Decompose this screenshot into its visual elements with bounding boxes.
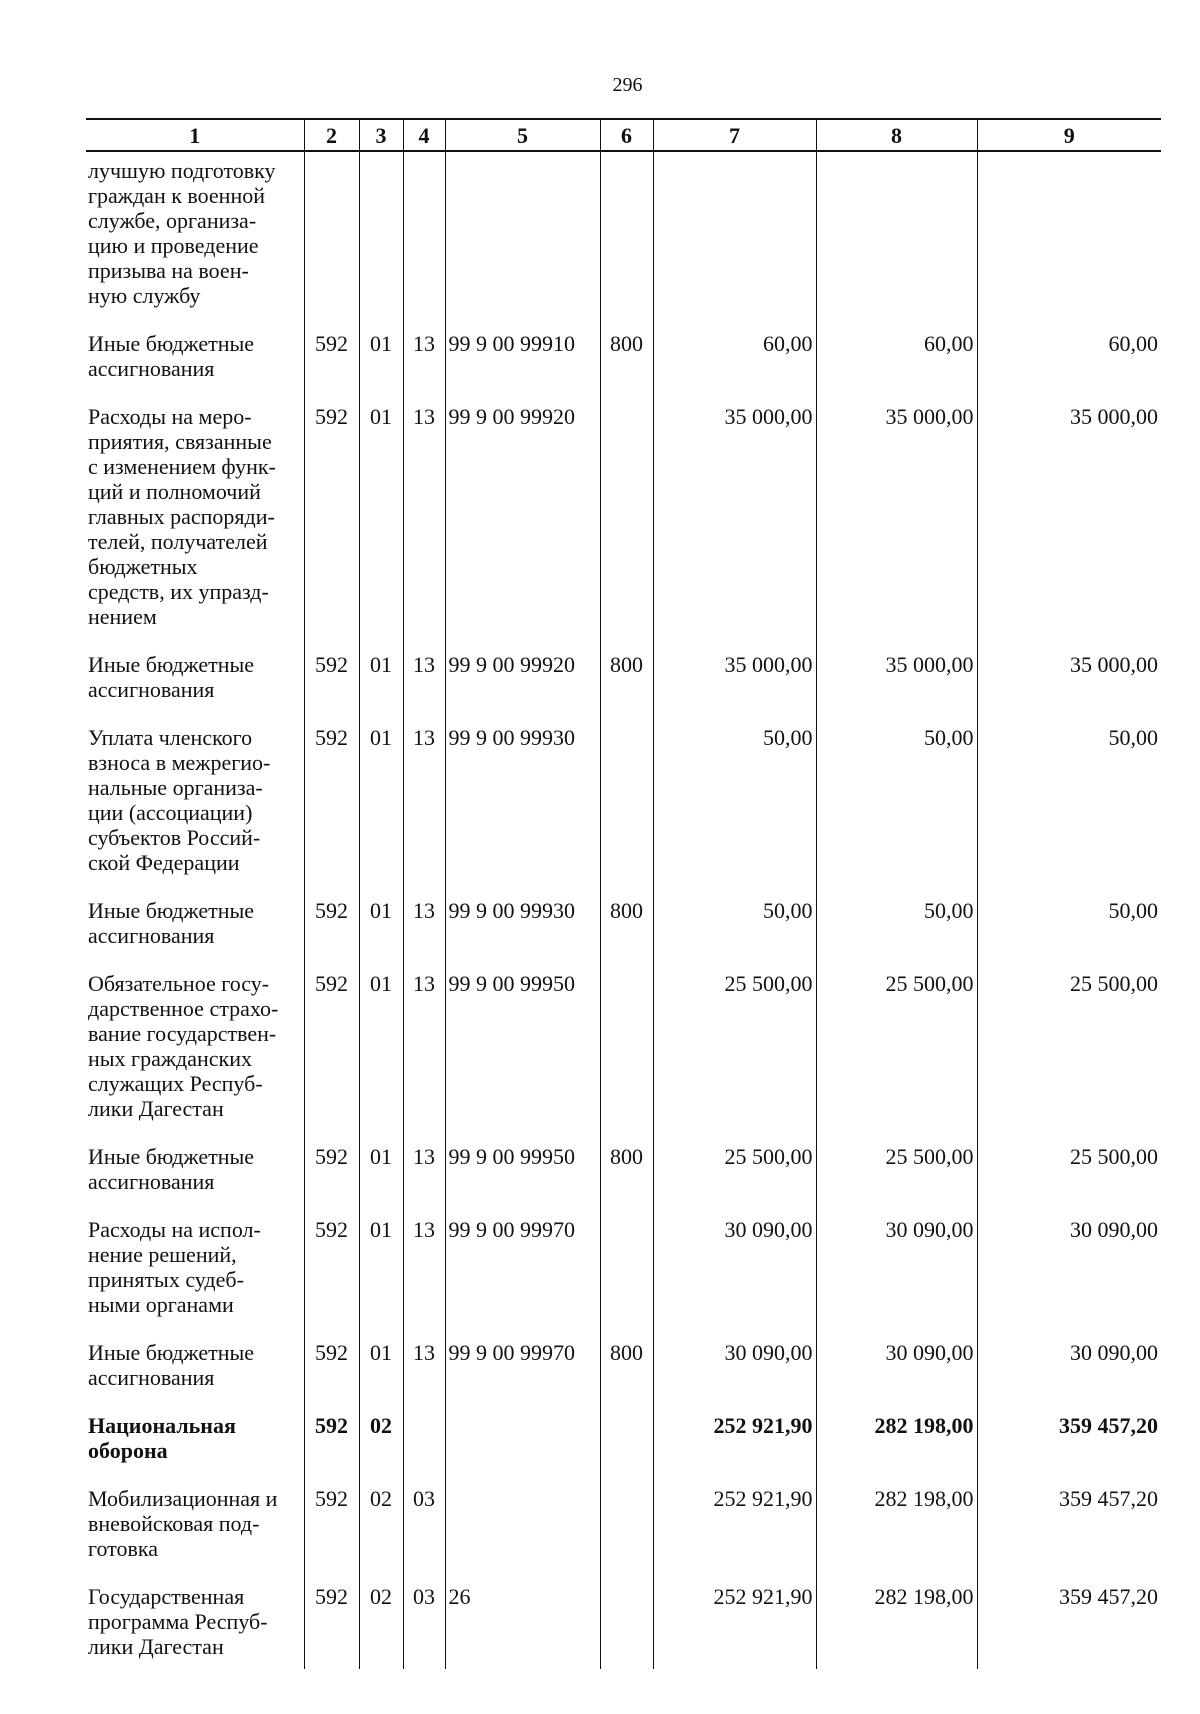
- cell-amount-col8: [816, 151, 977, 318]
- cell-target-article: 99 9 00 99950: [445, 958, 600, 1131]
- cell-amount-col8: 35 000,00: [816, 639, 977, 712]
- cell-amount-col8: 50,00: [816, 885, 977, 958]
- row-description: Расходы на меро- приятия, связанные с изменением функ- ций и полномочий главных распоряди- телей, получателей бюджетных средств, их упразд- нением: [88, 404, 276, 629]
- table-row: [86, 712, 1161, 885]
- column-header: 7: [653, 119, 816, 151]
- table-row: [86, 639, 1161, 712]
- row-description: Иные бюджетные ассигнования: [88, 1340, 255, 1390]
- column-header: 5: [445, 119, 600, 151]
- cell-ministry-code: 592: [304, 1327, 359, 1400]
- cell-section-code: [359, 151, 403, 318]
- budget-table: [86, 118, 1161, 1669]
- cell-amount-col7: 252 921,90: [653, 1400, 816, 1473]
- cell-amount-col8: 50,00: [816, 712, 977, 885]
- header-row: [86, 119, 1161, 151]
- cell-expense-type: [600, 958, 653, 1131]
- cell-amount-col7: 30 090,00: [653, 1327, 816, 1400]
- cell-subsection-code: 03: [403, 1473, 445, 1571]
- cell-amount-col9: 35 000,00: [977, 391, 1161, 639]
- cell-target-article: [445, 1400, 600, 1473]
- cell-subsection-code: 13: [403, 639, 445, 712]
- cell-ministry-code: 592: [304, 1204, 359, 1327]
- cell-expense-type: [600, 712, 653, 885]
- cell-amount-col9: 25 500,00: [977, 958, 1161, 1131]
- table-row: [86, 1400, 1161, 1473]
- budget-table-container: [86, 118, 1161, 1669]
- cell-amount-col7: 30 090,00: [653, 1204, 816, 1327]
- cell-subsection-code: 03: [403, 1571, 445, 1669]
- cell-section-code: 01: [359, 391, 403, 639]
- table-row: [86, 318, 1161, 391]
- cell-ministry-code: 592: [304, 712, 359, 885]
- cell-ministry-code: 592: [304, 318, 359, 391]
- cell-expense-type: 800: [600, 1131, 653, 1204]
- cell-target-article: 99 9 00 99930: [445, 712, 600, 885]
- row-description: Иные бюджетные ассигнования: [88, 652, 255, 702]
- cell-amount-col7: 35 000,00: [653, 391, 816, 639]
- row-description: Государственная программа Респуб- лики Дагестан: [88, 1584, 268, 1659]
- row-description: Иные бюджетные ассигнования: [88, 1144, 255, 1194]
- row-description: лучшую подготовку граждан к военной службе, организа- цию и проведение призыва на воен- ную службу: [88, 158, 276, 308]
- cell-amount-col9: 359 457,20: [977, 1400, 1161, 1473]
- cell-amount-col8: 60,00: [816, 318, 977, 391]
- cell-amount-col9: 50,00: [977, 885, 1161, 958]
- cell-expense-type: 800: [600, 885, 653, 958]
- cell-target-article: 99 9 00 99950: [445, 1131, 600, 1204]
- cell-amount-col7: 50,00: [653, 885, 816, 958]
- column-header: 1: [86, 119, 304, 151]
- row-description: Уплата членского взноса в межрегио- нальные организа- ции (ассоциации) субъектов Россий- ской Федерации: [88, 725, 271, 875]
- cell-ministry-code: 592: [304, 1131, 359, 1204]
- cell-amount-col9: 359 457,20: [977, 1571, 1161, 1669]
- cell-subsection-code: 13: [403, 318, 445, 391]
- cell-amount-col9: 25 500,00: [977, 1131, 1161, 1204]
- cell-amount-col8: 35 000,00: [816, 391, 977, 639]
- cell-ministry-code: 592: [304, 1571, 359, 1669]
- cell-target-article: 99 9 00 99920: [445, 639, 600, 712]
- column-header: 8: [816, 119, 977, 151]
- cell-amount-col9: 60,00: [977, 318, 1161, 391]
- cell-amount-col9: 35 000,00: [977, 639, 1161, 712]
- column-header: 3: [359, 119, 403, 151]
- cell-section-code: 01: [359, 318, 403, 391]
- cell-subsection-code: [403, 1400, 445, 1473]
- cell-amount-col8: 282 198,00: [816, 1571, 977, 1669]
- cell-section-code: 02: [359, 1400, 403, 1473]
- table-row: [86, 391, 1161, 639]
- cell-amount-col8: 25 500,00: [816, 958, 977, 1131]
- cell-section-code: 01: [359, 1204, 403, 1327]
- column-header: 4: [403, 119, 445, 151]
- cell-subsection-code: 13: [403, 1131, 445, 1204]
- table-row: [86, 151, 1161, 318]
- cell-ministry-code: 592: [304, 639, 359, 712]
- cell-subsection-code: 13: [403, 391, 445, 639]
- cell-target-article: 99 9 00 99910: [445, 318, 600, 391]
- cell-expense-type: [600, 1400, 653, 1473]
- cell-target-article: 99 9 00 99920: [445, 391, 600, 639]
- cell-subsection-code: [403, 151, 445, 318]
- column-header: 6: [600, 119, 653, 151]
- cell-expense-type: 800: [600, 1327, 653, 1400]
- column-header: 9: [977, 119, 1161, 151]
- table-row: [86, 1327, 1161, 1400]
- cell-amount-col8: 30 090,00: [816, 1204, 977, 1327]
- cell-amount-col7: 25 500,00: [653, 958, 816, 1131]
- cell-expense-type: [600, 151, 653, 318]
- cell-target-article: [445, 1473, 600, 1571]
- row-description: Иные бюджетные ассигнования: [88, 331, 255, 381]
- cell-section-code: 01: [359, 1327, 403, 1400]
- cell-subsection-code: 13: [403, 1204, 445, 1327]
- cell-subsection-code: 13: [403, 958, 445, 1131]
- cell-amount-col9: 30 090,00: [977, 1204, 1161, 1327]
- page-number: 296: [612, 74, 643, 96]
- cell-subsection-code: 13: [403, 885, 445, 958]
- cell-target-article: 99 9 00 99970: [445, 1327, 600, 1400]
- cell-amount-col7: [653, 151, 816, 318]
- cell-expense-type: [600, 1204, 653, 1327]
- table-row: [86, 958, 1161, 1131]
- cell-amount-col9: 359 457,20: [977, 1473, 1161, 1571]
- cell-target-article: 99 9 00 99930: [445, 885, 600, 958]
- cell-amount-col8: 282 198,00: [816, 1473, 977, 1571]
- cell-ministry-code: 592: [304, 391, 359, 639]
- cell-amount-col7: 50,00: [653, 712, 816, 885]
- cell-subsection-code: 13: [403, 712, 445, 885]
- cell-amount-col7: 252 921,90: [653, 1571, 816, 1669]
- cell-section-code: 01: [359, 958, 403, 1131]
- cell-target-article: [445, 151, 600, 318]
- row-description: Мобилизационная и вневойсковая под- готовка: [88, 1486, 278, 1561]
- cell-amount-col7: 35 000,00: [653, 639, 816, 712]
- cell-amount-col8: 282 198,00: [816, 1400, 977, 1473]
- cell-ministry-code: 592: [304, 958, 359, 1131]
- cell-amount-col7: 25 500,00: [653, 1131, 816, 1204]
- cell-subsection-code: 13: [403, 1327, 445, 1400]
- cell-target-article: 26: [445, 1571, 600, 1669]
- cell-section-code: 01: [359, 712, 403, 885]
- cell-amount-col9: [977, 151, 1161, 318]
- table-body: [86, 151, 1161, 1669]
- cell-expense-type: [600, 1473, 653, 1571]
- cell-amount-col8: 30 090,00: [816, 1327, 977, 1400]
- cell-amount-col8: 25 500,00: [816, 1131, 977, 1204]
- row-description: Расходы на испол- нение решений, принятых судеб- ными органами: [88, 1217, 261, 1317]
- table-row: [86, 1204, 1161, 1327]
- cell-amount-col7: 252 921,90: [653, 1473, 816, 1571]
- cell-section-code: 01: [359, 885, 403, 958]
- row-description: Иные бюджетные ассигнования: [88, 898, 255, 948]
- cell-ministry-code: 592: [304, 1473, 359, 1571]
- cell-expense-type: 800: [600, 639, 653, 712]
- cell-section-code: 02: [359, 1571, 403, 1669]
- table-row: [86, 1473, 1161, 1571]
- row-description: Национальная оборона: [88, 1413, 236, 1463]
- table-row: [86, 1571, 1161, 1669]
- cell-amount-col9: 30 090,00: [977, 1327, 1161, 1400]
- cell-expense-type: 800: [600, 318, 653, 391]
- cell-expense-type: [600, 1571, 653, 1669]
- cell-ministry-code: 592: [304, 885, 359, 958]
- row-description: Обязательное госу- дарственное страхо- вание государствен- ных гражданских служащих Респуб- лики Дагестан: [88, 971, 279, 1121]
- cell-section-code: 01: [359, 639, 403, 712]
- cell-section-code: 02: [359, 1473, 403, 1571]
- cell-expense-type: [600, 391, 653, 639]
- cell-amount-col9: 50,00: [977, 712, 1161, 885]
- cell-amount-col7: 60,00: [653, 318, 816, 391]
- cell-ministry-code: [304, 151, 359, 318]
- table-row: [86, 1131, 1161, 1204]
- cell-section-code: 01: [359, 1131, 403, 1204]
- cell-ministry-code: 592: [304, 1400, 359, 1473]
- cell-target-article: 99 9 00 99970: [445, 1204, 600, 1327]
- table-row: [86, 885, 1161, 958]
- column-header: 2: [304, 119, 359, 151]
